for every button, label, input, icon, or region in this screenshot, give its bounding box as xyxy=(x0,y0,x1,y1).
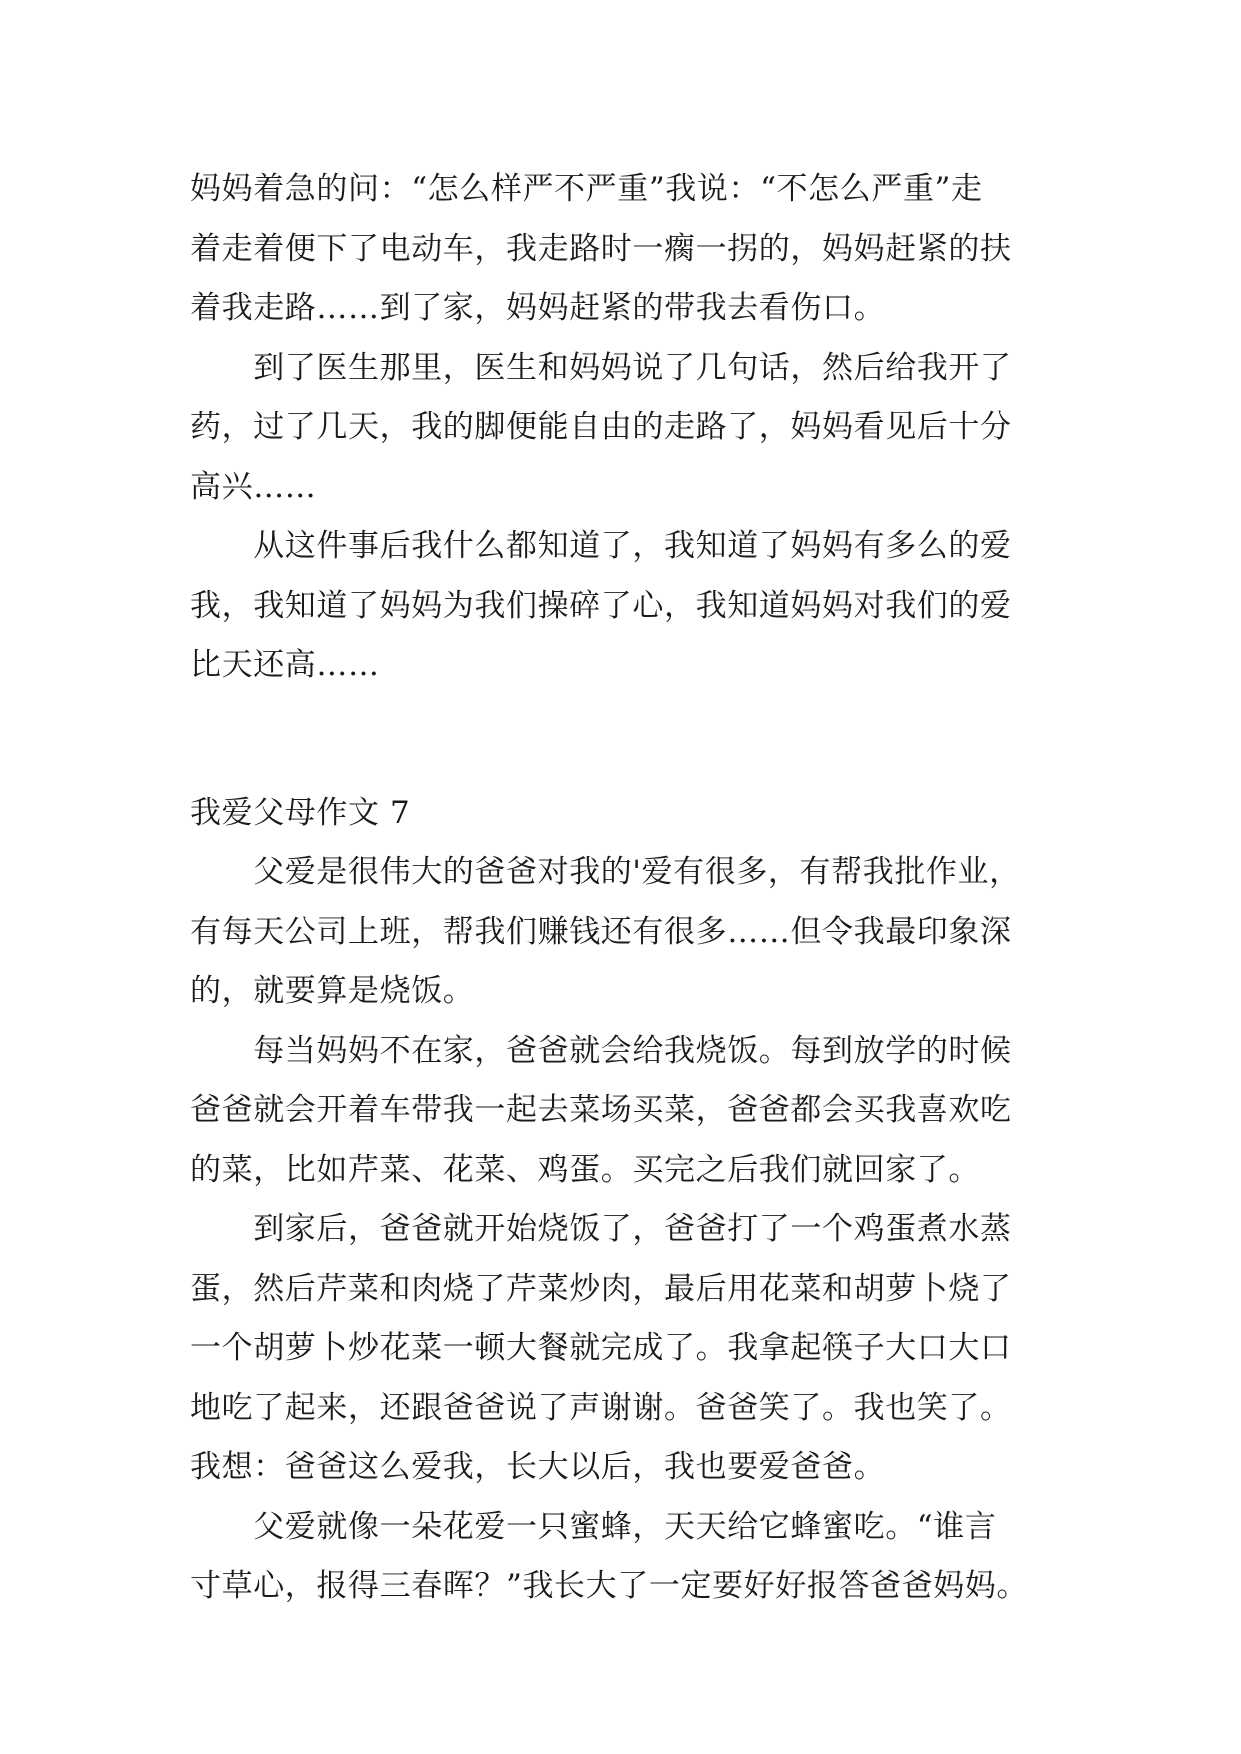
text-line: 父爱就像一朵花爱一只蜜蜂，天天给它蜂蜜吃。“谁言 xyxy=(190,1508,997,1545)
text-line: 比天还高…… xyxy=(190,647,380,683)
text-line: 高兴…… xyxy=(190,468,317,505)
text-line: 一个胡萝卜炒花菜一顿大餐就完成了。我拿起筷子大口大口 xyxy=(190,1330,1012,1366)
text-line: 有每天公司上班，帮我们赚钱还有很多……但令我最印象深 xyxy=(190,913,1012,950)
text-line: 的，就要算是烧饭。 xyxy=(190,973,475,1009)
text-line: 着我走路……到了家，妈妈赶紧的带我去看伤口。 xyxy=(190,290,886,326)
text-line: 我，我知道了妈妈为我们操碎了心，我知道妈妈对我们的爱 xyxy=(190,587,1012,624)
text-line: 的菜，比如芹菜、花菜、鸡蛋。买完之后我们就回家了。 xyxy=(190,1151,980,1188)
essay-title: 我爱父母作文 7 xyxy=(190,794,411,831)
text-line: 着走着便下了电动车，我走路时一瘸一拐的，妈妈赶紧的扶 xyxy=(190,230,1012,267)
text-line: 寸草心，报得三春晖？”我长大了一定要好好报答爸爸妈妈。 xyxy=(190,1568,1029,1604)
text-line: 地吃了起来，还跟爸爸说了声谢谢。爸爸笑了。我也笑了。 xyxy=(190,1389,1012,1426)
text-line: 到家后，爸爸就开始烧饭了，爸爸打了一个鸡蛋煮水蒸 xyxy=(190,1211,1012,1247)
text-line: 爸爸就会开着车带我一起去菜场买菜，爸爸都会买我喜欢吃 xyxy=(190,1092,1012,1128)
text-line: 到了医生那里，医生和妈妈说了几句话，然后给我开了 xyxy=(190,349,1012,386)
text-line: 每当妈妈不在家，爸爸就会给我烧饭。每到放学的时候 xyxy=(190,1032,1012,1069)
text-line: 从这件事后我什么都知道了，我知道了妈妈有多么的爱 xyxy=(190,528,1012,564)
text-line: 蛋，然后芹菜和肉烧了芹菜炒肉，最后用花菜和胡萝卜烧了 xyxy=(190,1270,1012,1307)
text-line: 父爱是很伟大的爸爸对我的'爱有很多，有帮我批作业， xyxy=(190,854,1021,890)
text-line: 药，过了几天，我的脚便能自由的走路了，妈妈看见后十分 xyxy=(190,409,1012,445)
section-gap xyxy=(190,696,1060,784)
text-line: 我想：爸爸这么爱我，长大以后，我也要爱爸爸。 xyxy=(190,1449,886,1485)
text-line: 妈妈着急的问：“怎么样严不严重”我说：“不怎么严重”走 xyxy=(190,171,983,207)
document-body xyxy=(190,160,1060,1617)
